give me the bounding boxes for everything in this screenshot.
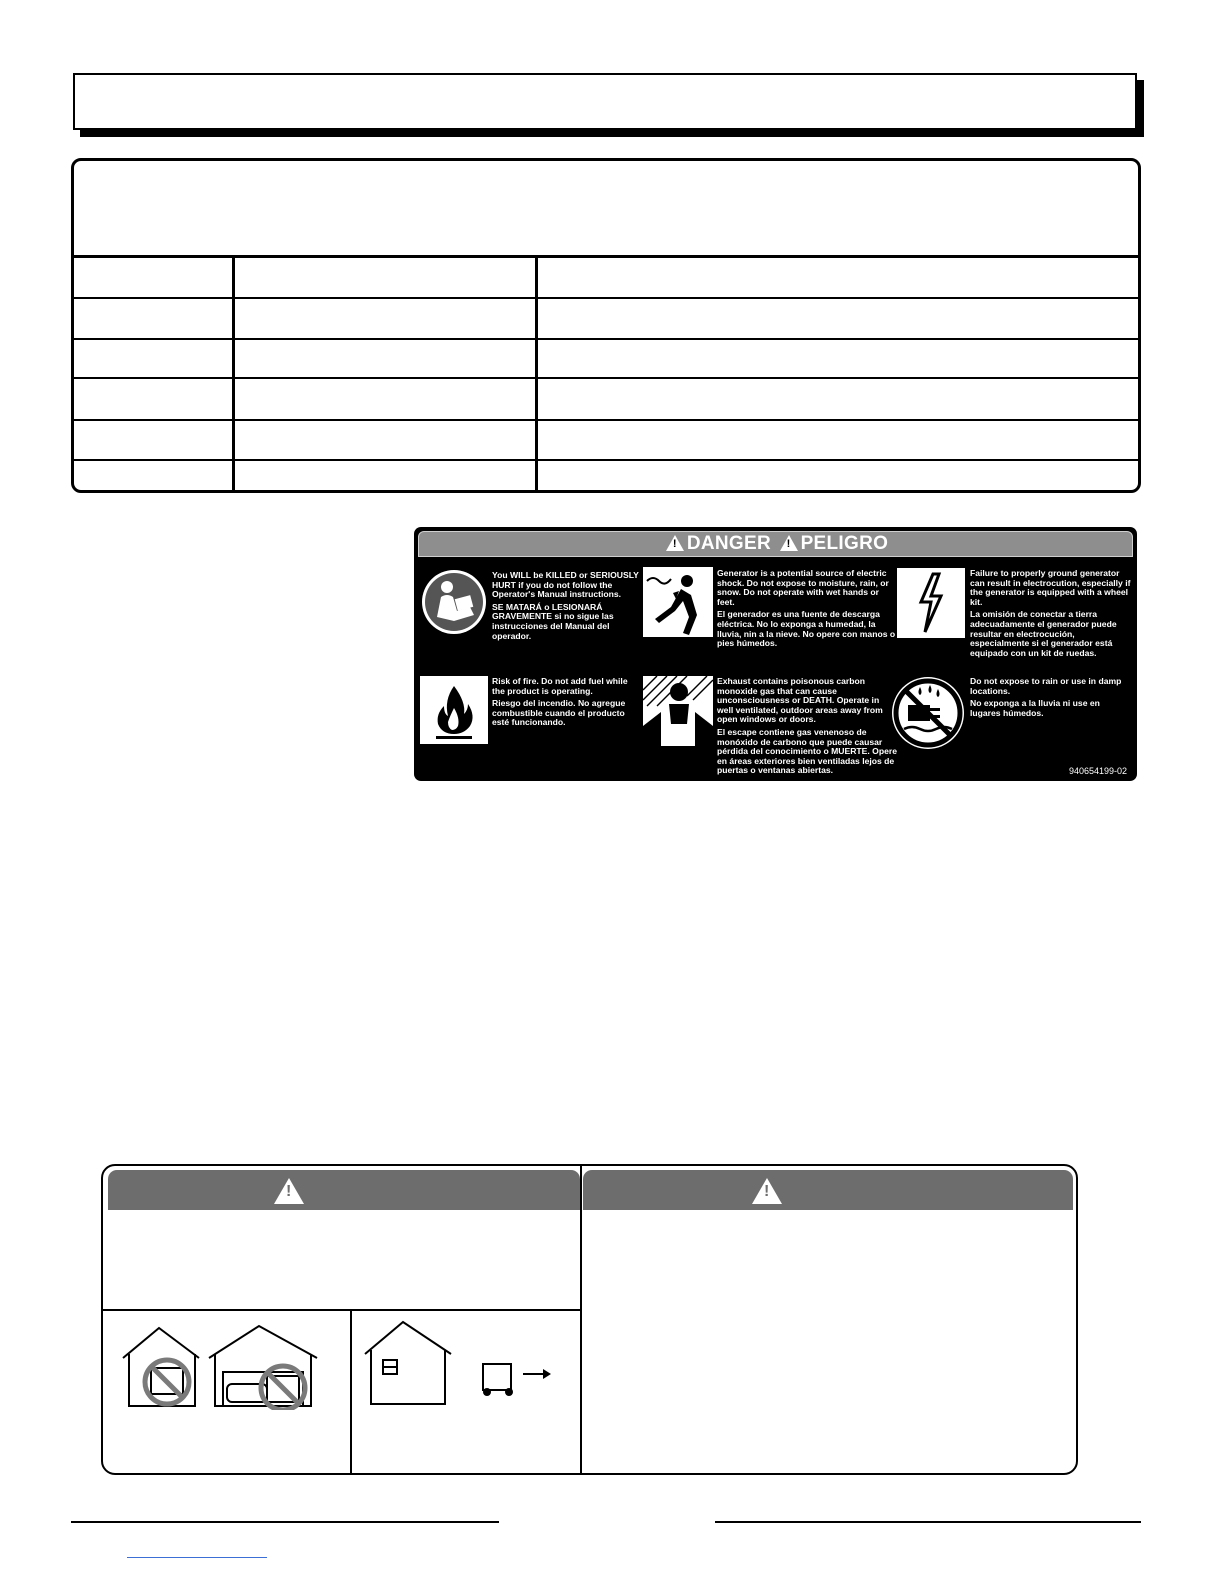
lightning-bolt-icon [897, 568, 965, 638]
generator-icon [483, 1364, 513, 1396]
warning-triangle-icon [666, 535, 684, 551]
table-row [74, 461, 1138, 493]
warning-bar-right [583, 1170, 1073, 1210]
panel-divider [580, 1166, 582, 1473]
decal-text-en: Failure to properly ground generator can result in electrocution, especially if the generator is equipped with a wheel kit. [970, 568, 1131, 607]
arrow-right-icon [523, 1369, 551, 1379]
decal-panel-manual [492, 571, 642, 644]
decal-text-en: Risk of fire. Do not add fuel while the product is operating. [492, 676, 628, 696]
toxic-fumes-icon [643, 676, 713, 746]
table-cell [74, 421, 235, 459]
decal-text-es: El escape contiene gas venenoso de monóxido de carbono que puede causar pérdida del conocimiento o MUERTE. Opere en áreas exteriores bien ventiladas lejos de puertas o ventanas abiertas. [717, 726, 898, 776]
table-cell [235, 340, 538, 377]
warning-triangle-icon: ! [274, 1178, 304, 1204]
table-cell [74, 299, 235, 338]
decal-text-es: Riesgo del incendio. No agregue combustible cuando el producto esté funcionando. [492, 698, 626, 728]
table-header [74, 161, 1138, 258]
decal-part-number: 940654199-02 [1068, 766, 1127, 776]
table-cell [235, 258, 538, 297]
section-title-box [73, 73, 1137, 130]
footer-rule-left [71, 1521, 499, 1523]
table-row [74, 421, 1138, 461]
footer-link[interactable] [127, 1557, 267, 1558]
panel-divider [103, 1309, 581, 1311]
outdoor-use-illustration [363, 1320, 563, 1406]
table-cell [235, 421, 538, 459]
decal-panel-ground [970, 569, 1132, 661]
table-cell [235, 299, 538, 338]
decal-text-es: La omisión de conectar a tierra adecuadamente el generador puede resultar en electrocución, especialmente si el generador está equipado con un kit de ruedas. [970, 609, 1117, 658]
decal-panel-shock [717, 569, 897, 652]
electric-shock-icon [643, 567, 713, 637]
decal-header-peligro: PELIGRO [800, 533, 889, 554]
table-row [74, 379, 1138, 421]
table-row [74, 299, 1138, 340]
decal-panel-fire [492, 677, 642, 731]
table-row [74, 340, 1138, 379]
warning-panel [101, 1164, 1078, 1475]
decal-text-en: You WILL be KILLED or SERIOUSLY HURT if you do not follow the Operator's Manual instructions. [492, 570, 639, 600]
decal-text-en: Generator is a potential source of electric shock. Do not expose to moisture, rain, or snow. Do not operate with wet hands or feet. [717, 568, 889, 607]
decal-panel-exhaust [717, 677, 897, 779]
table-cell [538, 461, 1138, 493]
decal-text-es: El generador es una fuente de descarga eléctrica. No lo exponga a humedad, la lluvia, nin a la nieve. No opere con manos o pies húmedos. [717, 609, 896, 649]
table-row [74, 258, 1138, 299]
decal-panel-rain [970, 677, 1132, 721]
decal-header [418, 531, 1133, 557]
decal-header-danger: DANGER [686, 533, 771, 554]
warning-triangle-icon [780, 535, 798, 551]
no-indoor-use-illustration [117, 1324, 323, 1410]
table-cell [74, 340, 235, 377]
footer-rule-right [715, 1521, 1141, 1523]
table-cell [538, 299, 1138, 338]
decal-text-es: No exponga a la lluvia ni use en lugares húmedos. [970, 698, 1100, 718]
read-manual-icon [420, 567, 488, 637]
table-cell [74, 258, 235, 297]
table-cell [538, 258, 1138, 297]
table-cell [74, 379, 235, 419]
table-cell [235, 461, 538, 493]
table-cell [538, 421, 1138, 459]
table-cell [74, 461, 235, 493]
warning-bar-left [108, 1170, 580, 1210]
decal-text-es: SE MATARÁ o LESIONARÁ GRAVEMENTE si no sigue las instrucciones del Manual del operador. [492, 601, 614, 641]
panel-divider [350, 1309, 352, 1473]
table-cell [538, 340, 1138, 377]
spec-table [71, 158, 1141, 493]
section-title [75, 75, 1135, 99]
table-cell [538, 379, 1138, 419]
no-rain-icon [890, 675, 966, 751]
warning-triangle-icon: ! [752, 1178, 782, 1204]
decal-text-en: Do not expose to rain or use in damp locations. [970, 676, 1122, 696]
table-cell [235, 379, 538, 419]
danger-decal [414, 527, 1137, 781]
decal-text-en: Exhaust contains poisonous carbon monoxide gas that can cause unconsciousness or DEATH. Operate in well ventilated, outdoor areas away from open windows or doors. [717, 676, 883, 725]
fire-icon [420, 676, 488, 744]
